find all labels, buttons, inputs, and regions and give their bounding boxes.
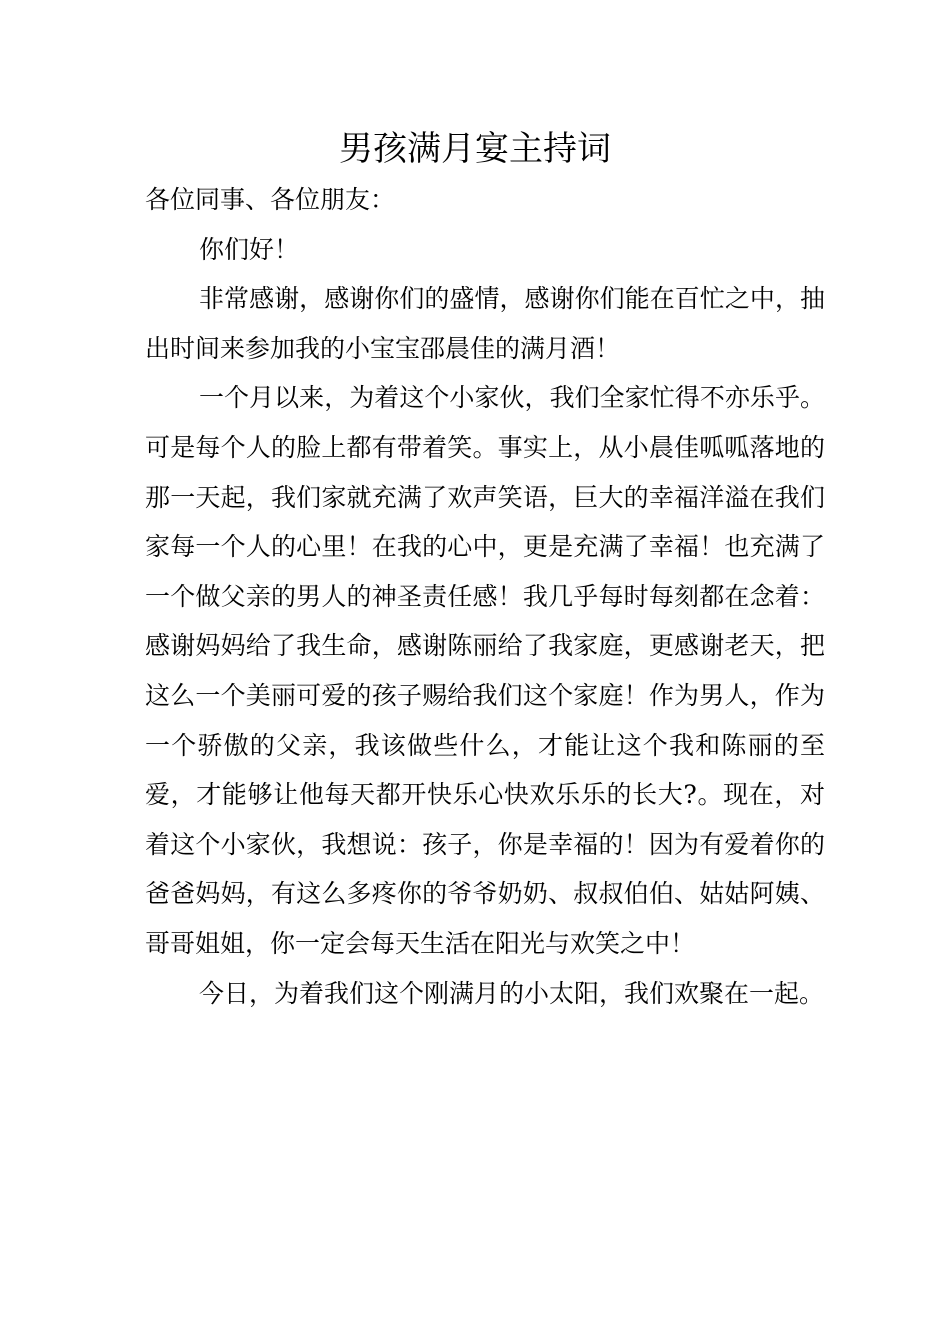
paragraph-closing: 今日，为着我们这个刚满月的小太阳，我们欢聚在一起。 [199, 978, 825, 1008]
paragraph-thanks: 非常感谢，感谢你们的盛情，感谢你们能在百忙之中，抽出时间来参加我的小宝宝邵晨佳的满月酒！ [145, 284, 825, 363]
document-title: 男孩满月宴主持词 [339, 129, 611, 169]
salutation: 各位同事、各位朋友： [145, 185, 396, 214]
document-body [145, 175, 825, 1018]
paragraph-greeting: 你们好！ [199, 234, 300, 264]
paragraph-main: 一个月以来，为着这个小家伙，我们全家忙得不亦乐乎。可是每个人的脸上都有带着笑。事实上，从小晨佳呱呱落地的那一天起，我们家就充满了欢声笑语，巨大的幸福洋溢在我们家每一个人的心里！在我的心中，更是充满了幸福！也充满了一个做父亲的男人的神圣责任感！我几乎每时每刻都在念着：感谢妈妈给了我生命，感谢陈丽给了我家庭，更感谢老天，把这么一个美丽可爱的孩子赐给我们这个家庭！作为男人，作为一个骄傲的父亲，我该做些什么，才能让这个我和陈丽的至爱，才能够让他每天都开快乐心快欢乐乐的长大?。现在，对着这个小家伙，我想说：孩子，你是幸福的！因为有爱着你的爸爸妈妈，有这么多疼你的爷爷奶奶、叔叔伯伯、姑姑阿姨、哥哥姐姐，你一定会每天生活在阳光与欢笑之中！ [145, 383, 825, 958]
